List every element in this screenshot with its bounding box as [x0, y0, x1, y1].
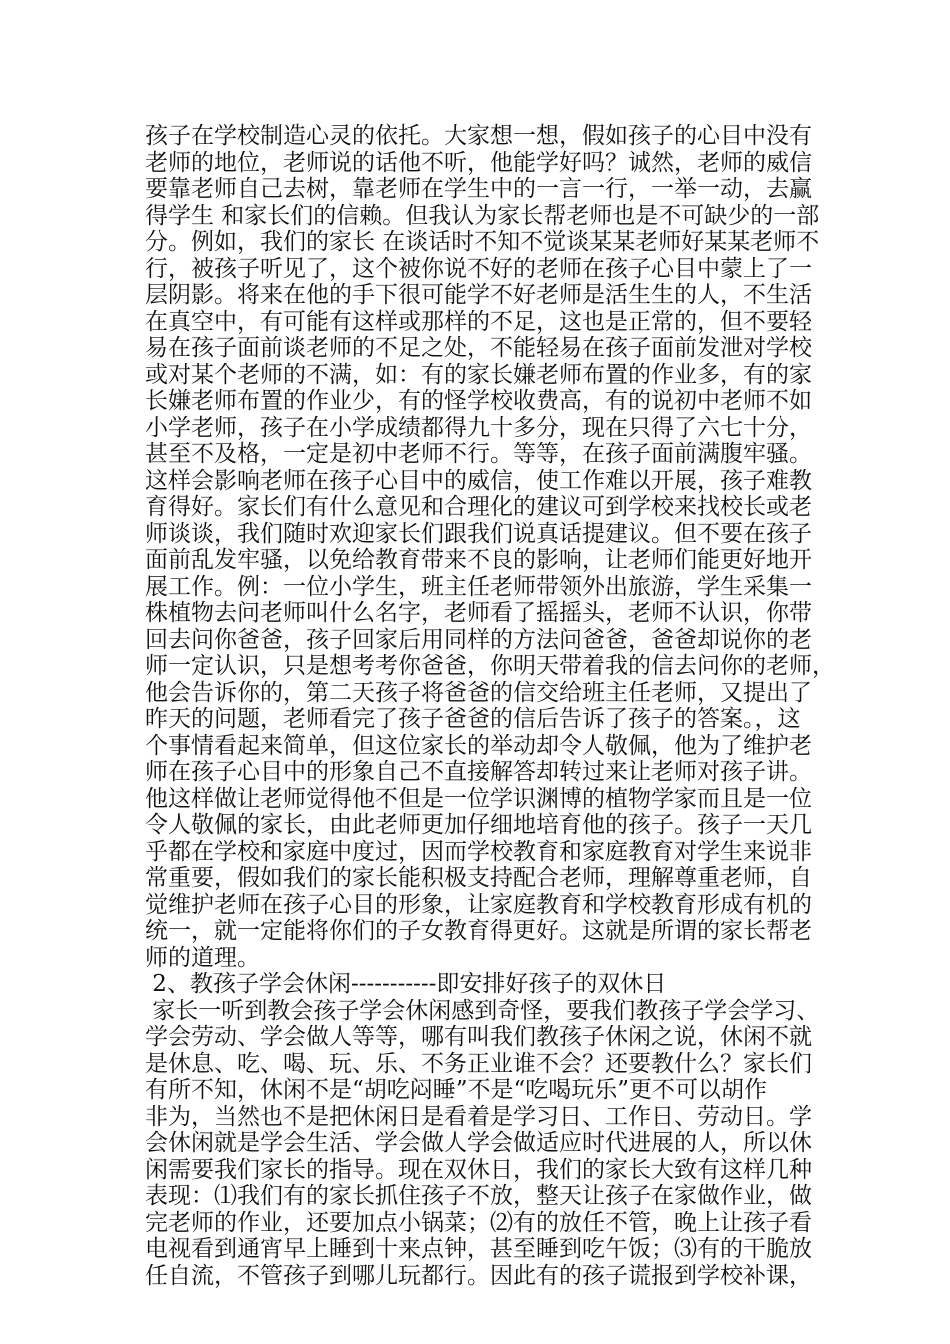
body-text	[145, 123, 835, 1289]
text-line: 非为，当然也不是把休闲日是看着是学习日、工作日、劳动日。学	[145, 1103, 812, 1130]
text-line: 长嫌老师布置的作业少，有的怪学校收费高，有的说初中老师不如	[145, 388, 812, 414]
text-line: 师的道理。	[145, 944, 260, 971]
text-line: 师在孩子心目中的形象自己不直接解答却转过来让老师对孩子讲。	[145, 759, 812, 785]
text-line: 觉维护老师在孩子心目的形象，让家庭教育和学校教育形成有机的	[145, 891, 812, 918]
text-line: 有所不知，休闲不是“胡吃闷睡”不是“吃喝玩乐”更不可以胡作	[145, 1077, 768, 1103]
text-line: 学会劳动、学会做人等等，哪有叫我们教孩子休闲之说，休闲不就	[145, 1024, 812, 1050]
text-line: 行，被孩子听见了，这个被你说不好的老师在孩子心目中蒙上了一	[145, 255, 812, 282]
text-line: 回去问你爸爸，孩子回家后用同样的方法问爸爸，爸爸却说你的老	[145, 626, 812, 653]
text-line: 完老师的作业，还要加点小锅菜；⑵有的放任不管，晚上让孩子看	[145, 1209, 812, 1236]
text-line: 统一，就一定能将你们的子女教育得更好。这就是所谓的家长帮老	[145, 918, 812, 944]
text-line: 任自流，不管孩子到哪儿玩都行。因此有的孩子谎报到学校补课，	[145, 1262, 812, 1289]
text-line: 乎都在学校和家庭中度过，因而学校教育和家庭教育对学生来说非	[145, 838, 812, 865]
text-line: 常重要，假如我们的家长能积极支持配合老师，理解尊重老师，自	[145, 865, 812, 891]
text-line: 师一定认识，只是想考考你爸爸，你明天带着我的信去问你的老师，	[145, 653, 835, 679]
text-line: 展工作。例：一位小学生，班主任老师带领外出旅游，学生采集一	[145, 573, 812, 600]
text-line: 家长一听到教会孩子学会休闲感到奇怪，要我们教孩子学会学习、	[145, 997, 820, 1024]
text-line: 株植物去问老师叫什么名字，老师看了摇摇头，老师不认识，你带	[145, 600, 812, 626]
text-line: 育得好。家长们有什么意见和合理化的建议可到学校来找校长或老	[145, 494, 812, 520]
text-line: 易在孩子面前谈老师的不足之处，不能轻易在孩子面前发泄对学校	[145, 335, 812, 361]
text-line: 要靠老师自己去树，靠老师在学生中的一言一行，一举一动，去赢	[145, 176, 812, 202]
text-line: 他会告诉你的，第二天孩子将爸爸的信交给班主任老师，又提出了	[145, 679, 812, 706]
text-line: 小学老师，孩子在小学成绩都得九十多分，现在只得了六七十分，	[145, 414, 812, 441]
text-line: 表现：⑴我们有的家长抓住孩子不放，整天让孩子在家做作业，做	[145, 1183, 812, 1209]
text-line: 在真空中，有可能有这样或那样的不足，这也是正常的，但不要轻	[145, 308, 812, 335]
text-line: 孩子在学校制造心灵的依托。大家想一想，假如孩子的心目中没有	[145, 123, 812, 149]
text-line: 老师的地位，老师说的话他不听，他能学好吗？诚然，老师的威信	[145, 149, 812, 176]
text-line: 甚至不及格，一定是初中老师不行。等等，在孩子面前满腹牢骚。	[145, 441, 812, 467]
text-line: 昨天的问题，老师看完了孩子爸爸的信后告诉了孩子的答案。，这	[145, 706, 801, 732]
text-line: 层阴影。将来在他的手下很可能学不好老师是活生生的人，不生活	[145, 282, 812, 308]
text-line: 是休息、吃、喝、玩、乐、不务正业谁不会？还要教什么？家长们	[145, 1050, 812, 1077]
text-line: 令人敬佩的家长，由此老师更加仔细地培育他的孩子。孩子一天几	[145, 812, 812, 838]
text-line: 这样会影响老师在孩子心目中的威信，使工作难以开展，孩子难教	[145, 467, 812, 494]
text-line: 面前乱发牢骚，以免给教育带来不良的影响，让老师们能更好地开	[145, 547, 812, 573]
text-line: 2、教孩子学会休闲-----------即安排好孩子的双休日	[145, 971, 667, 997]
text-line: 会休闲就是学会生活、学会做人学会做适应时代进展的人，所以休	[145, 1130, 812, 1156]
text-line: 个事情看起来简单，但这位家长的举动却令人敬佩，他为了维护老	[145, 732, 812, 759]
text-line: 分。例如，我们的家长 在谈话时不知不觉谈某某老师好某某老师不	[145, 229, 820, 255]
text-line: 他这样做让老师觉得他不但是一位学识渊博的植物学家而且是一位	[145, 785, 812, 812]
text-line: 电视看到通宵早上睡到十来点钟，甚至睡到吃午饭；⑶有的干脆放	[145, 1236, 812, 1262]
text-line: 师谈谈，我们随时欢迎家长们跟我们说真话提建议。但不要在孩子	[145, 520, 812, 547]
text-line: 得学生 和家长们的信赖。但我认为家长帮老师也是不可缺少的一部	[145, 202, 820, 229]
text-line: 闲需要我们家长的指导。现在双休日，我们的家长大致有这样几种	[145, 1156, 812, 1183]
text-line: 或对某个老师的不满，如：有的家长嫌老师布置的作业多，有的家	[145, 361, 812, 388]
